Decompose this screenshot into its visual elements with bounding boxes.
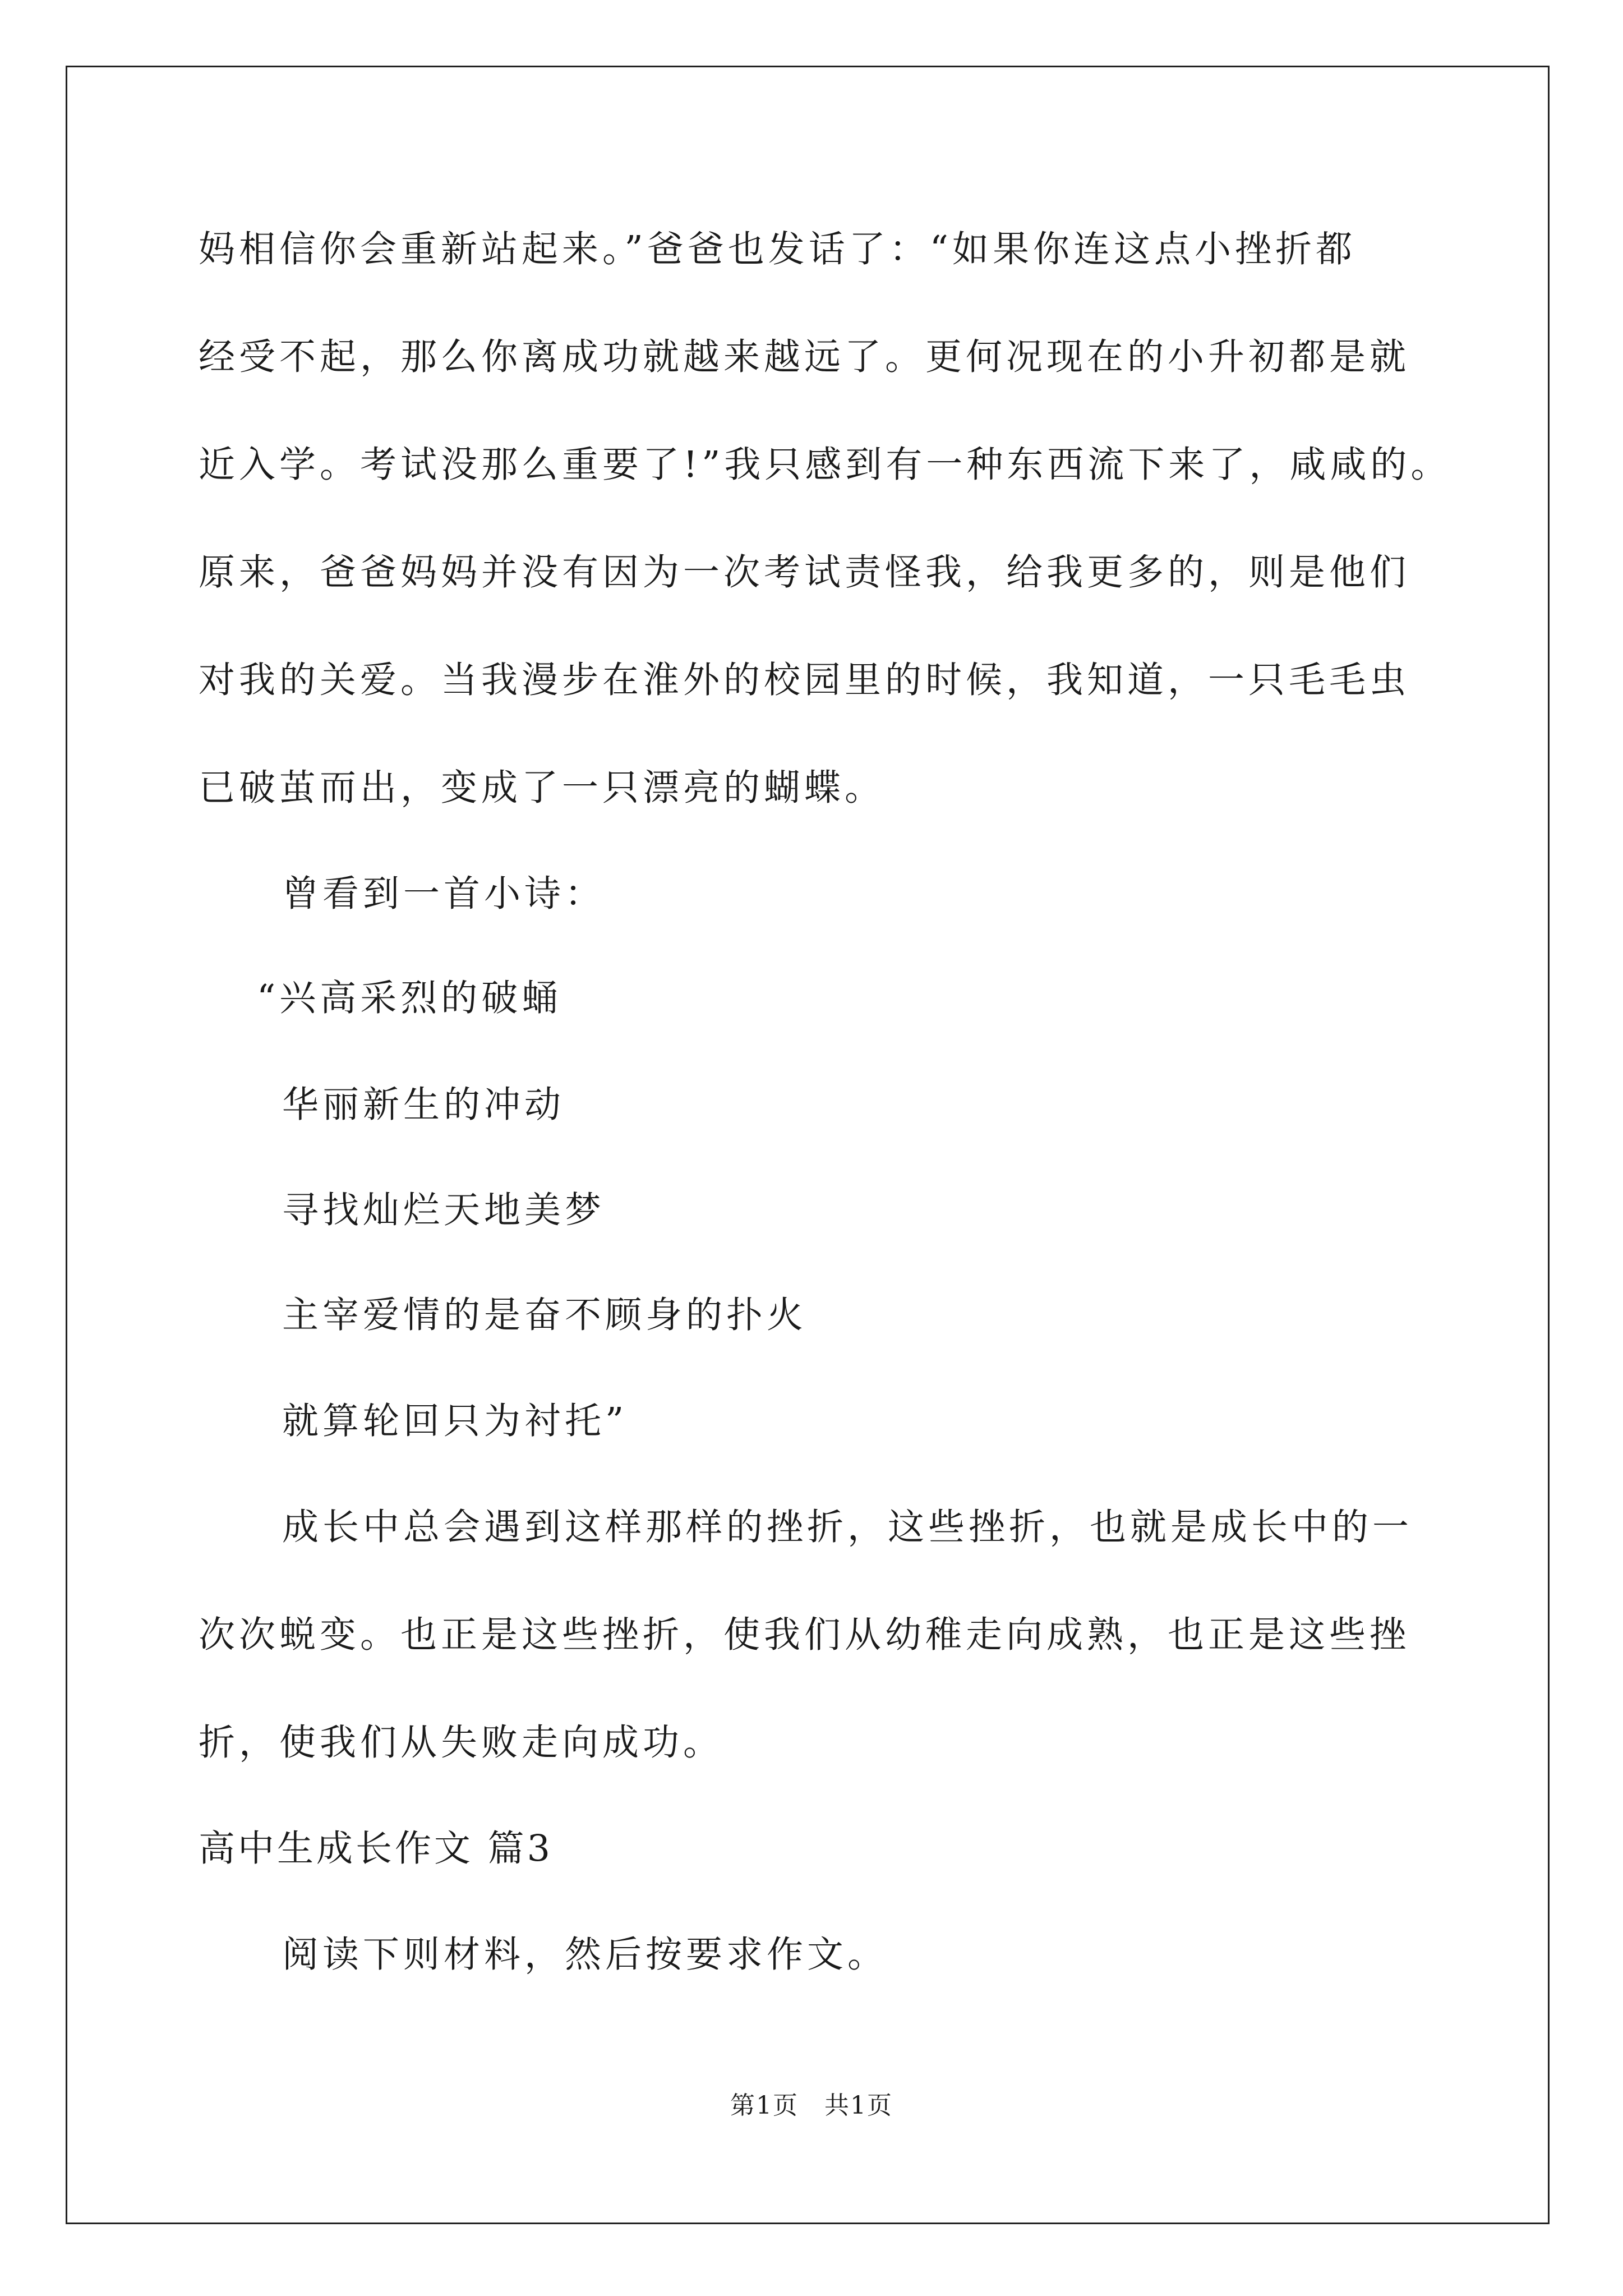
paragraph-line: 妈相信你会重新站起来。”爸爸也发话了：“如果你连这点小挫折都 [199,228,1356,270]
page-border [66,66,1550,2224]
paragraph-line: 原来，爸爸妈妈并没有因为一次考试责怪我，给我更多的，则是他们 [199,551,1410,593]
paragraph-line: 对我的关爱。当我漫步在淮外的校园里的时候，我知道，一只毛毛虫 [199,659,1410,701]
section-heading: 高中生成长作文 篇3 [199,1828,554,1870]
poem-line: “兴高采烈的破蛹 [257,977,562,1019]
paragraph-line: 经受不起，那么你离成功就越来越远了。更何况现在的小升初都是就 [199,336,1410,378]
poem-line: 华丽新生的冲动 [282,1084,565,1126]
poem-line: 寻找灿烂天地美梦 [282,1189,606,1231]
paragraph-line: 已破茧而出，变成了一只漂亮的蝴蝶。 [199,767,886,809]
paragraph-line: 次次蜕变。也正是这些挫折，使我们从幼稚走向成熟，也正是这些挫 [199,1614,1410,1656]
paragraph-line: 成长中总会遇到这样那样的挫折，这些挫折，也就是成长中的一 [282,1506,1413,1548]
paragraph-line: 折，使我们从失败走向成功。 [199,1722,724,1764]
paragraph-line: 近入学。考试没那么重要了!”我只感到有一种东西流下来了，咸咸的。 [199,444,1451,486]
poem-line: 主宰爱情的是奋不顾身的扑火 [282,1294,808,1336]
page-number-footer: 第1页 共1页 [730,2091,893,2120]
paragraph-line: 曾看到一首小诗： [282,873,606,915]
poem-line: 就算轮回只为衬托” [282,1400,628,1442]
paragraph-line: 阅读下则材料，然后按要求作文。 [282,1934,888,1976]
